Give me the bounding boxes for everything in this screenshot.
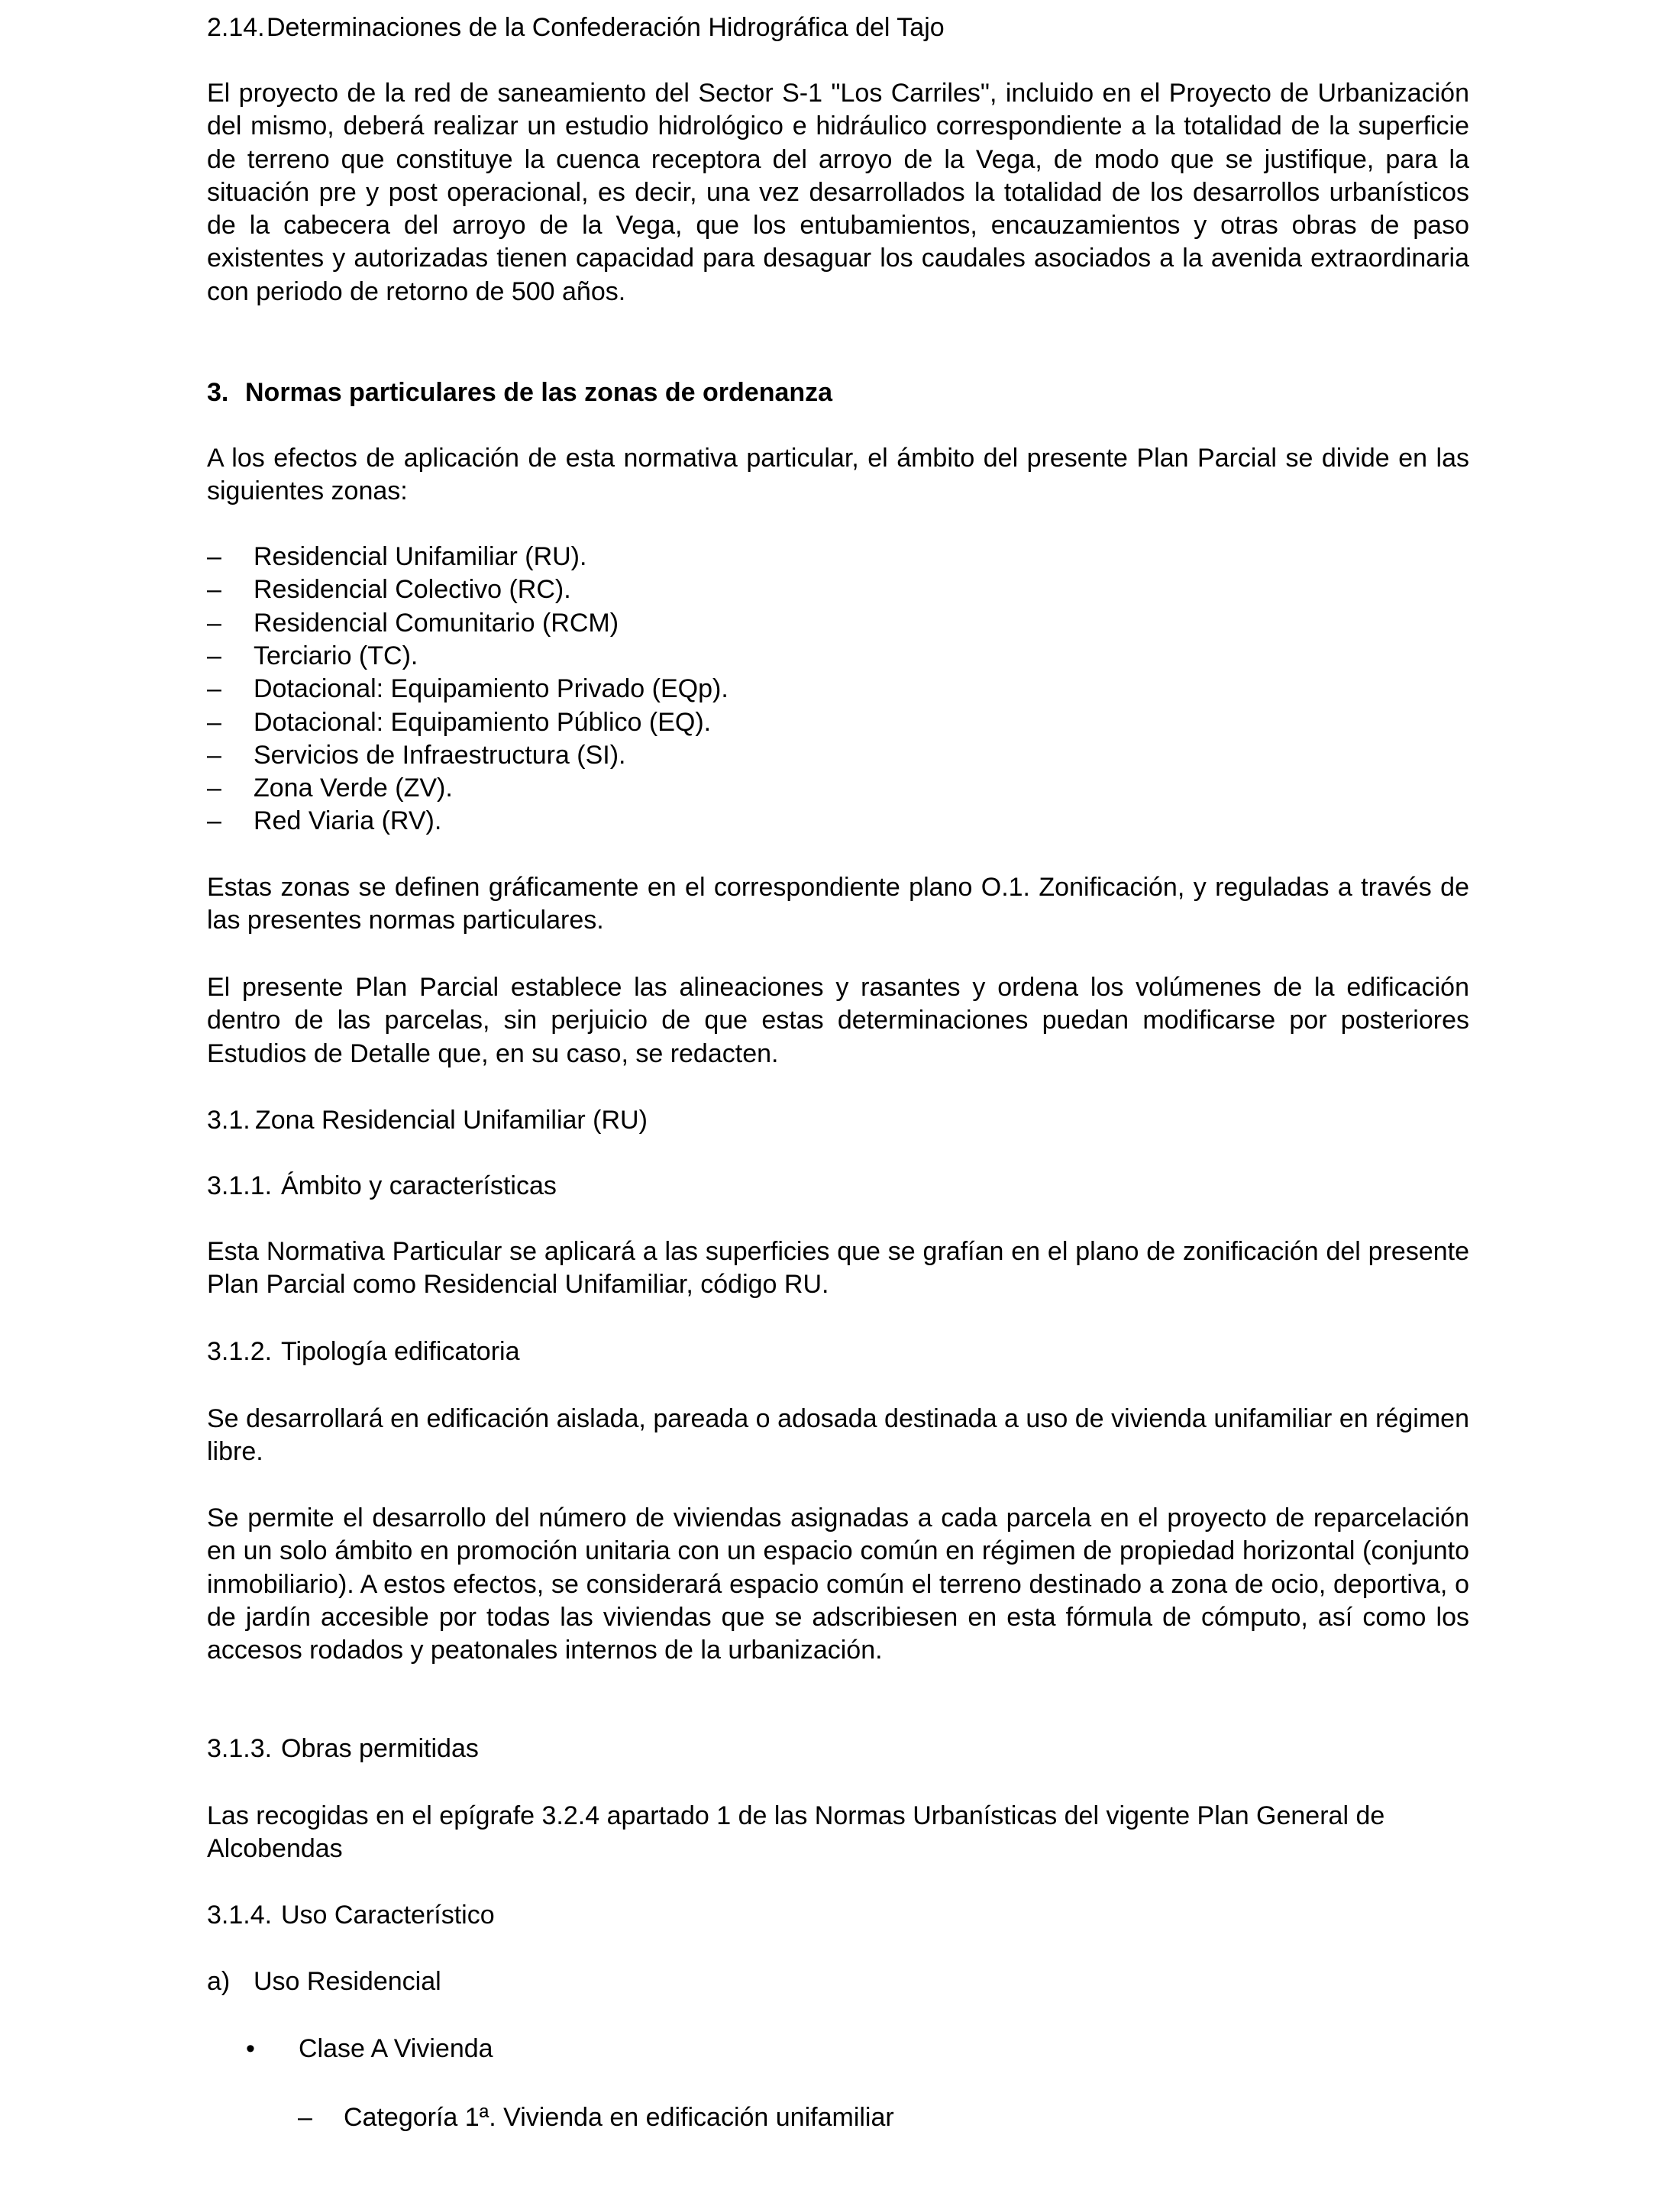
- heading-number: 3.: [207, 378, 229, 407]
- paragraph-permitted-works: Las recogidas en el epígrafe 3.2.4 apartado 1 de las Normas Urbanísticas del vigente Plan General de Alcobendas: [207, 1801, 1385, 1864]
- sub-item-label: Categoría 1ª. Vivienda en edificación unifamiliar: [344, 2103, 894, 2132]
- heading-title: Ámbito y características: [281, 1171, 557, 1200]
- dash-marker: –: [207, 641, 221, 670]
- item-label: Uso Residencial: [254, 1967, 441, 1996]
- dash-marker: –: [207, 575, 221, 605]
- bullet-label: Clase A Vivienda: [299, 2034, 493, 2063]
- list-item-label: Dotacional: Equipamiento Público (EQ).: [254, 707, 712, 737]
- paragraph-building-typology: Se desarrollará en edificación aislada, pareada o adosada destinada a uso de vivienda unifamiliar en régimen libre.: [207, 1404, 1469, 1467]
- heading-title: Zona Residencial Unifamiliar (RU): [255, 1106, 648, 1135]
- dash-marker: –: [207, 707, 221, 737]
- paragraph-cht-determinations: El proyecto de la red de saneamiento del Sector S-1 "Los Carriles", incluido en el Proyecto de Urbanización del mismo, deberá realizar un estudio hidrológico e hidráulico correspondiente a la totalidad de la superficie de terreno que constituye la cuenca receptora del arroyo de la Vega, de modo que se justifique, para la situación pre y post operacional, es decir, una vez desarrollados la totalidad de los desarrollos urbanísticos de la cabecera del arroyo de la Vega, que los entubamientos, encauzamientos y otras obras de paso existentes y autorizadas tienen capacidad para desaguar los caudales asociados a la avenida extraordinaria con periodo de retorno de 500 años.: [207, 79, 1469, 306]
- list-item-label: Residencial Unifamiliar (RU).: [254, 542, 587, 571]
- paragraph-plan-alignments: El presente Plan Parcial establece las alineaciones y rasantes y ordena los volúmenes de la edificación dentro de las parcelas, sin perjuicio de que estas determinaciones puedan modificarse por posteriores Estudios de Detalle que, en su caso, se redacten.: [207, 973, 1469, 1068]
- list-item-label: Dotacional: Equipamiento Privado (EQp).: [254, 674, 729, 704]
- heading-number: 3.1.3.: [207, 1734, 273, 1763]
- heading-title: Obras permitidas: [281, 1734, 479, 1763]
- heading-title: Normas particulares de las zonas de ordenanza: [245, 378, 833, 407]
- paragraph-zones-definition: Estas zonas se definen gráficamente en el correspondiente plano O.1. Zonificación, y reguladas a través de las presentes normas particulares.: [207, 873, 1469, 935]
- paragraph-zones-intro: A los efectos de aplicación de esta normativa particular, el ámbito del presente Plan Parcial se divide en las siguientes zonas:: [207, 444, 1469, 506]
- dash-marker: –: [207, 806, 221, 836]
- bullet-icon: •: [246, 2034, 255, 2063]
- dash-marker: –: [207, 608, 221, 638]
- dash-marker: –: [207, 674, 221, 704]
- paragraph-ru-scope: Esta Normativa Particular se aplicará a las superficies que se grafían en el plano de zonificación del presente Plan Parcial como Residencial Unifamiliar, código RU.: [207, 1237, 1469, 1300]
- dash-marker: –: [298, 2103, 312, 2132]
- heading-number: 3.1.1.: [207, 1171, 273, 1200]
- list-item-label: Residencial Colectivo (RC).: [254, 575, 571, 605]
- heading-title: Uso Característico: [281, 1901, 495, 1930]
- list-item-label: Zona Verde (ZV).: [254, 774, 453, 803]
- item-letter-marker: a): [207, 1967, 231, 1996]
- dash-marker: –: [207, 542, 221, 571]
- list-item-label: Residencial Comunitario (RCM): [254, 608, 619, 638]
- heading-number: 3.1.2.: [207, 1337, 273, 1366]
- heading-number: 2.14.: [207, 13, 265, 42]
- dash-marker: –: [207, 740, 221, 770]
- heading-title: Tipología edificatoria: [281, 1337, 520, 1366]
- list-item-label: Servicios de Infraestructura (SI).: [254, 740, 626, 770]
- dash-marker: –: [207, 774, 221, 803]
- list-item-label: Red Viaria (RV).: [254, 806, 442, 836]
- heading-number: 3.1.: [207, 1106, 250, 1135]
- heading-number: 3.1.4.: [207, 1901, 273, 1930]
- paragraph-housing-development: Se permite el desarrollo del número de viviendas asignadas a cada parcela en el proyecto de reparcelación en un solo ámbito en promoción unitaria con un espacio común en régimen de propiedad horizontal (conjunto inmobiliario). A estos efectos, se considerará espacio común el terreno destinado a zona de ocio, deportiva, o de jardín accesible por todas las viviendas que se adscribiesen en esta fórmula de cómputo, así como los accesos rodados y peatonales internos de la urbanización.: [207, 1503, 1469, 1665]
- heading-title: Determinaciones de la Confederación Hidrográfica del Tajo: [267, 13, 945, 42]
- list-item-label: Terciario (TC).: [254, 641, 418, 670]
